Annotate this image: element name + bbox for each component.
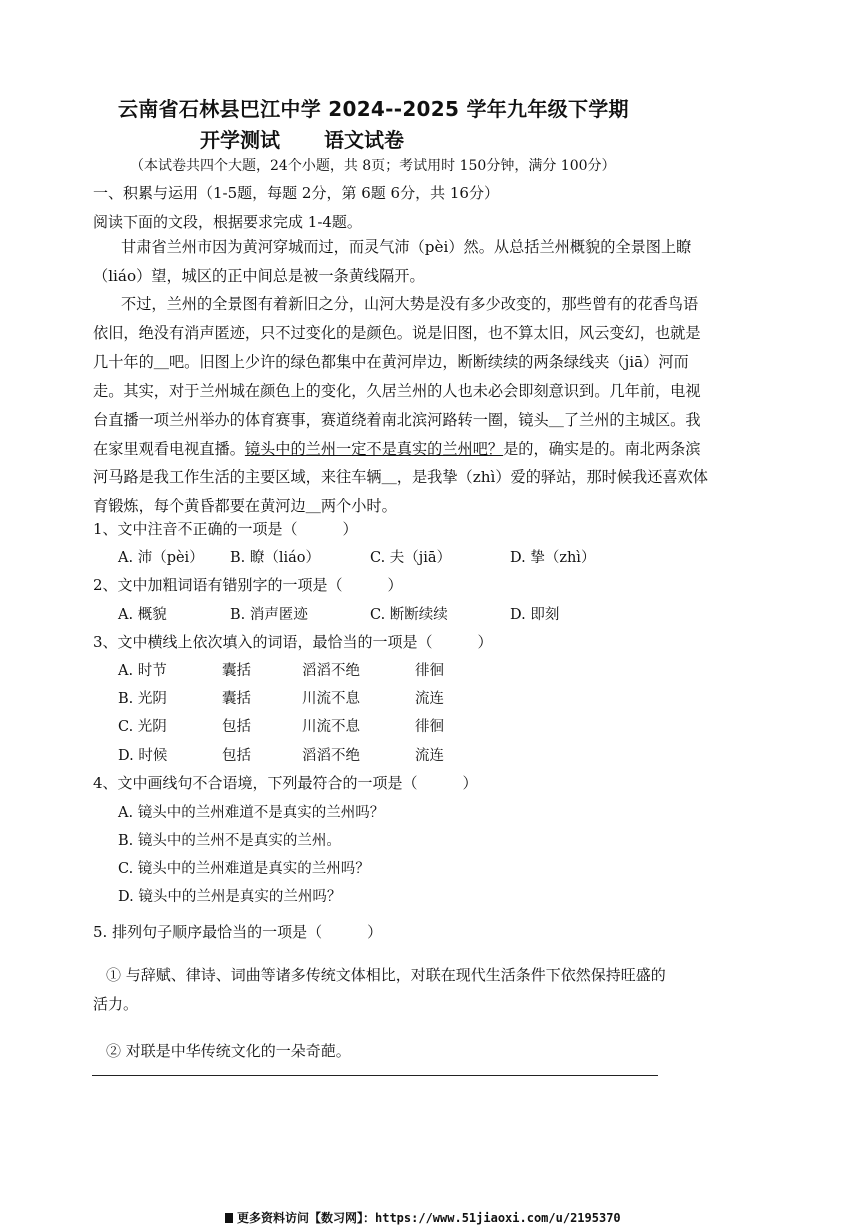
q3-row-c-word-3: 川流不息 [302,719,360,735]
q5-sentence-1-line-2: 活力。 [93,995,139,1013]
q1-option-a: A. 沛（pèi） [118,550,204,566]
passage-paragraph-1-text: 甘肃省兰州市因为黄河穿城而过，而灵气沛（pèi）然。从总括兰州概貌的全景图上瞭（liáo）望，城区的正中间总是被一条黄线隔开。 [93,238,692,285]
q4-option-b: B. 镜头中的兰州不是真实的兰州。 [118,833,341,849]
reading-instruction: 阅读下面的文段，根据要求完成 1-4题。 [93,213,362,231]
footer [225,1209,621,1226]
q5-sentence-1-line-1: ① 与辞赋、律诗、词曲等诸多传统文体相比，对联在现代生活条件下依然保持旺盛的 [106,966,666,984]
q3-row-a-word-2: 囊括 [222,663,251,679]
passage-paragraph-2-tail: 是的，确实是的。南北两条滨河马路是我工作生活的主要区域，来往车辆＿，是我挚（zhì）爱的驿站，那时候我还喜欢体育锻炼，每个黄昏都要在黄河边＿两个小时。 [93,439,708,516]
q3-row-c-word-2: 包括 [222,719,251,735]
page-divider [92,1075,658,1076]
question-4-stem: 4、文中画线句不合语境，下列最符合的一项是（ ） [93,774,478,792]
q2-option-a: A. 概貌 [118,607,167,623]
question-5-stem: 5. 排列句子顺序最恰当的一项是（ ） [93,923,383,941]
subtitle-part-b: 语文试卷 [324,128,404,152]
exam-title: 云南省石林县巴江中学 2024--2025 学年九年级下学期 [118,97,629,121]
q3-row-c-word-4: 徘徊 [415,719,444,735]
q2-option-d: D. 即刻 [510,607,560,623]
passage-paragraph-2 [93,290,713,521]
q1-option-c: C. 夫（jiā） [370,550,452,566]
q4-option-c: C. 镜头中的兰州难道是真实的兰州吗？ [118,861,370,877]
q3-row-b-word-4: 流连 [415,691,444,707]
q3-row-b-word-1: B. 光阴 [118,691,167,707]
underlined-sentence: 镜头中的兰州一定不是真实的兰州吧？ [244,439,504,458]
q2-option-b: B. 消声匿迹 [230,607,308,623]
footer-link-text[interactable]: 更多资料访问【数习网】：https://www.51jiaoxi.com/u/2195370 [237,1211,621,1225]
section-heading: 一、积累与运用（1-5题，每题 2分，第 6题 6分，共 16分） [93,184,499,202]
question-2-stem: 2、文中加粗词语有错别字的一项是（ ） [93,576,403,594]
subtitle-part-a: 开学测试 [200,128,280,152]
q1-option-d: D. 挚（zhì） [510,550,596,566]
q3-row-a-word-4: 徘徊 [415,663,444,679]
q3-row-a-word-3: 滔滔不绝 [302,663,360,679]
passage-paragraph-1 [93,233,713,291]
q2-option-c: C. 断断续续 [370,607,448,623]
question-1-stem: 1、文中注音不正确的一项是（ ） [93,520,358,538]
q3-row-d-word-4: 流连 [415,748,444,764]
question-3-stem: 3、文中横线上依次填入的词语，最恰当的一项是（ ） [93,633,493,651]
q3-row-d-word-2: 包括 [222,748,251,764]
q4-option-a: A. 镜头中的兰州难道不是真实的兰州吗？ [118,805,385,821]
exam-note: （本试卷共四个大题，24个小题，共 8页；考试用时 150分钟，满分 100分） [130,158,616,174]
q1-option-b: B. 瞭（liáo） [230,550,321,566]
q3-row-a-word-1: A. 时节 [118,663,167,679]
q3-row-d-word-3: 滔滔不绝 [302,748,360,764]
passage-paragraph-2-text: 不过，兰州的全景图有着新旧之分，山河大势是没有多少改变的，那些曾有的花香鸟语依旧，绝没有消声匿迹，只不过变化的是颜色。说是旧图，也不算太旧，风云变幻，也就是几十年的＿吧。旧图上少许的绿色都集中在黄河岸边，断断续续的两条绿线夹（jiā）河而走。其实，对于兰州城在颜色上的变化，久居兰州的人也未必会即刻意识到。几年前，电视台直播一项兰州举办的体育赛事，赛道绕着南北滨河路转一圈，镜头＿了兰州的主城区。我在家里观看电视直播。 [93,295,701,458]
q4-option-d: D. 镜头中的兰州是真实的兰州吗？ [118,889,342,905]
q5-sentence-2: ② 对联是中华传统文化的一朵奇葩。 [106,1042,351,1060]
q3-row-b-word-3: 川流不息 [302,691,360,707]
exam-subtitle [200,124,404,153]
q3-row-d-word-1: D. 时候 [118,748,168,764]
q3-row-c-word-1: C. 光阴 [118,719,167,735]
q3-row-b-word-2: 囊括 [222,691,251,707]
flag-icon [225,1213,233,1223]
